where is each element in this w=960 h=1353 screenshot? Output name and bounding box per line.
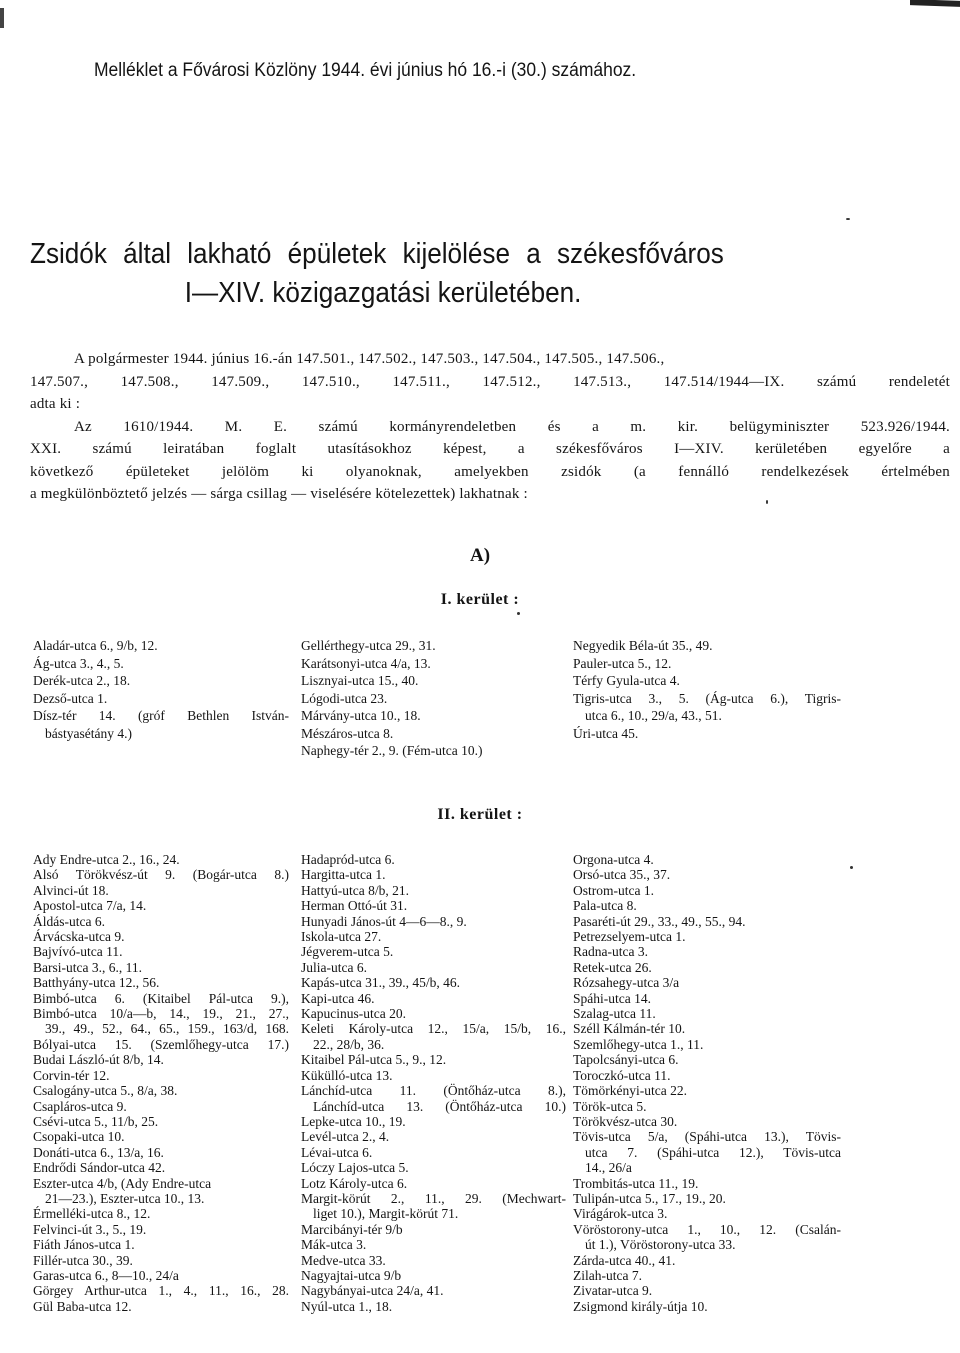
address-entry: Mák-utca 3. (301, 1237, 367, 1253)
intro-paragraph (30, 348, 950, 506)
intro-line: a megkülönböztető jelzés — sárga csillag — viselésére kötelezettek) lakhatnak : (30, 486, 528, 502)
address-entry: liget 10.), Margit-körút 71. (313, 1206, 459, 1222)
address-entry: Lánchíd-utca 11. (Öntőház-utca 8.), (301, 1083, 566, 1099)
address-entry: Aladár-utca 6., 9/b, 12. (33, 638, 158, 653)
address-entry: Iskola-utca 27. (301, 929, 382, 945)
address-entry: Radna-utca 3. (573, 944, 648, 960)
address-entry: Mészáros-utca 8. (301, 725, 394, 741)
section-letter: A) (469, 545, 491, 566)
address-entry: Batthyány-utca 12., 56. (33, 975, 160, 991)
address-entry: Lévai-utca 6. (301, 1144, 373, 1160)
address-entry: Ady Endre-utca 2., 16., 24. (33, 852, 180, 867)
address-entry: Csopaki-utca 10. (33, 1129, 125, 1145)
address-entry: Gül Baba-utca 12. (33, 1298, 132, 1314)
address-entry: Spáhi-utca 14. (573, 990, 651, 1006)
address-entry: Zilah-utca 7. (573, 1267, 642, 1283)
address-entry: Derék-utca 2., 18. (33, 673, 131, 688)
address-entry: Orsó-utca 35., 37. (573, 867, 671, 883)
address-entry: Csapláros-utca 9. (33, 1098, 127, 1114)
address-entry: Csalogány-utca 5., 8/a, 38. (33, 1083, 178, 1099)
scan-speck (517, 612, 520, 615)
address-entry: Toroczkó-utca 11. (573, 1067, 671, 1083)
address-entry: Kapucinus-utca 20. (301, 1006, 406, 1022)
address-entry: Levél-utca 2., 4. (301, 1129, 390, 1145)
address-entry: Tigris-utca 3., 5. (Ág-utca 6.), Tigris- (573, 690, 841, 706)
address-entry: Lóczy Lajos-utca 5. (301, 1160, 409, 1176)
address-entry: Árvácska-utca 9. (33, 929, 125, 945)
address-entry: Virágárok-utca 3. (573, 1206, 668, 1222)
address-entry: Úri-utca 45. (573, 725, 639, 741)
address-entry: Szalag-utca 11. (573, 1006, 656, 1022)
address-entry: Szemlőhegy-utca 1., 11. (573, 1036, 704, 1052)
intro-line: A polgármester 1944. június 16.-án 147.501., 147.502., 147.503., 147.504., 147.505., 147.506., (74, 351, 665, 367)
address-column (301, 637, 541, 760)
address-entry: Donáti-utca 6., 13/a, 16. (33, 1144, 164, 1160)
address-entry: Tömörkényi-utca 22. (573, 1083, 687, 1099)
address-entry: Jégverem-utca 5. (301, 944, 394, 960)
address-entry: Petrezselyem-utca 1. (573, 929, 686, 945)
address-entry: Ostrom-utca 1. (573, 882, 654, 898)
address-entry: Lisznyai-utca 15., 40. (301, 673, 419, 688)
address-entry: Julia-utca 6. (301, 959, 367, 975)
address-entry: bástyasétány 4.) (45, 725, 132, 741)
address-entry: Rózsahegy-utca 3/a (573, 975, 680, 991)
scan-corner-mark (910, 0, 960, 7)
title-line-2: I—XIV. közigazgatási kerületében. (184, 277, 582, 309)
address-entry: Hargitta-utca 1. (301, 867, 386, 883)
address-entry: Gellérthegy-utca 29., 31. (301, 638, 436, 653)
title-line-1: Zsidók által lakható épületek kijelölése a székesfőváros (30, 238, 724, 270)
scan-speck (766, 500, 768, 504)
address-entry: Vöröstorony-utca 1., 10., 12. (Csalán- (573, 1221, 841, 1237)
address-entry: 22., 28/b, 36. (313, 1036, 385, 1052)
address-entry: Görgey Arthur-utca 1., 4., 11., 16., 28. (33, 1283, 289, 1299)
address-entry: Nagybányai-utca 24/a, 41. (301, 1283, 444, 1299)
address-entry: Alsó Törökvész-út 9. (Bogár-utca 8.) (33, 867, 289, 883)
address-entry: Negyedik Béla-út 35., 49. (573, 638, 713, 653)
address-column (573, 637, 841, 742)
intro-line: következő épületeket jelölöm ki olyanoknak, amelyekben zsidók (a fennálló rendelkezések értelmében (30, 463, 950, 480)
address-entry: Tövis-utca 5/a, (Spáhi-utca 13.), Tövis- (573, 1129, 841, 1145)
address-entry: Érmelléki-utca 8., 12. (33, 1206, 151, 1222)
address-entry: Pala-utca 8. (573, 898, 637, 914)
address-entry: Nyúl-utca 1., 18. (301, 1298, 393, 1314)
address-column (33, 637, 289, 742)
address-entry: Csévi-utca 5., 11/b, 25. (33, 1113, 159, 1129)
document-title (30, 235, 858, 313)
address-entry: Széll Kálmán-tér 10. (573, 1021, 686, 1037)
address-entry: Kükülló-utca 13. (301, 1067, 393, 1083)
address-entry: Karátsonyi-utca 4/a, 13. (301, 655, 431, 671)
address-entry: 14., 26/a (585, 1160, 632, 1176)
intro-line: 147.507., 147.508., 147.509., 147.510., 147.511., 147.512., 147.513., 147.514/1944—IX. számú rendeletét (30, 373, 950, 390)
scan-edge-mark (0, 8, 4, 28)
address-entry: Kapás-utca 31., 39., 45/b, 46. (301, 975, 460, 991)
address-entry: Törökvész-utca 30. (573, 1113, 678, 1129)
address-entry: Felvinci-út 3., 5., 19. (33, 1221, 147, 1237)
address-entry: Lotz Károly-utca 6. (301, 1175, 408, 1191)
address-entry: Bimbó-utca 6. (Kitaibel Pál-utca 9.), (33, 990, 289, 1006)
address-column (573, 852, 841, 1314)
address-entry: Nagyajtai-utca 9/b (301, 1267, 402, 1283)
address-entry: Dísz-tér 14. (gróf Bethlen István- (33, 708, 289, 723)
address-entry: Zsigmond király-útja 10. (573, 1298, 708, 1314)
address-entry: Bajvívó-utca 11. (33, 944, 123, 960)
address-column (33, 852, 289, 1314)
address-entry: Márvány-utca 10., 18. (301, 708, 421, 723)
address-entry: Dezső-utca 1. (33, 690, 108, 706)
address-entry: Margit-körút 2., 11., 29. (Mechwart- (301, 1190, 566, 1206)
intro-line: Az 1610/1944. M. E. számú kormányrendeletben és a m. kir. belügyminiszter 523.926/1944. (74, 418, 950, 435)
address-entry: Kapi-utca 46. (301, 990, 375, 1006)
address-entry: Tulipán-utca 5., 17., 19., 20. (573, 1190, 726, 1206)
address-column (301, 852, 566, 1314)
address-entry: Budai László-út 8/b, 14. (33, 1052, 164, 1068)
address-entry: Hunyadi János-út 4—6—8., 9. (301, 913, 467, 929)
address-entry: Medve-utca 33. (301, 1252, 386, 1268)
address-entry: Garas-utca 6., 8—10., 24/a (33, 1267, 179, 1283)
district-title: I. kerület : (440, 591, 520, 608)
address-entry: Corvin-tér 12. (33, 1067, 110, 1083)
address-entry: Hadapród-utca 6. (301, 852, 395, 867)
address-entry: Fillér-utca 30., 39. (33, 1252, 133, 1268)
address-entry: Retek-utca 26. (573, 959, 652, 975)
address-entry: Alvinci-út 18. (33, 882, 109, 898)
address-entry: Fiáth János-utca 1. (33, 1237, 135, 1253)
scan-speck (850, 866, 853, 869)
address-entry: utca 7. (Spáhi-utca 12.), Tövis-utca (585, 1144, 841, 1160)
address-entry: Lánchíd-utca 13. (Öntőház-utca 10.) (313, 1098, 566, 1114)
address-entry: Bimbó-utca 10/a—b, 14., 19., 21., 27., (33, 1006, 289, 1022)
address-entry: Keleti Károly-utca 12., 15/a, 15/b, 16., (301, 1021, 566, 1037)
address-entry: út 1.), Vöröstorony-utca 33. (585, 1237, 736, 1253)
address-entry: Pauler-utca 5., 12. (573, 655, 672, 671)
address-entry: Naphegy-tér 2., 9. (Fém-utca 10.) (301, 743, 483, 758)
address-entry: Lógodi-utca 23. (301, 690, 388, 706)
address-entry: Török-utca 5. (573, 1098, 647, 1114)
address-entry: Pasaréti-út 29., 33., 49., 55., 94. (573, 913, 746, 929)
address-entry: Tapolcsányi-utca 6. (573, 1052, 679, 1068)
intro-line: XXI. számú leiratában foglalt utasításokhoz képest, a székesfőváros I—XIV. kerületében egyelőre a (30, 441, 950, 457)
address-entry: Endrődi Sándor-utca 42. (33, 1160, 166, 1176)
address-entry: Kitaibel Pál-utca 5., 9., 12. (301, 1052, 447, 1068)
address-entry: Trombitás-utca 11., 19. (573, 1175, 699, 1191)
address-entry: Zivatar-utca 9. (573, 1283, 653, 1299)
address-entry: Apostol-utca 7/a, 14. (33, 898, 147, 914)
address-entry: Herman Ottó-út 31. (301, 898, 408, 914)
address-entry: Orgona-utca 4. (573, 852, 654, 867)
district-title: II. kerület : (437, 806, 523, 823)
intro-line: adta ki : (30, 396, 81, 412)
address-entry: Hattyú-utca 8/b, 21. (301, 882, 409, 898)
address-entry: Ág-utca 3., 4., 5. (33, 655, 124, 671)
address-entry: Marcibányi-tér 9/b (301, 1221, 403, 1237)
address-entry: 21—23.), Eszter-utca 10., 13. (45, 1190, 205, 1206)
address-entry: Zárda-utca 40., 41. (573, 1252, 676, 1268)
address-entry: utca 6., 10., 29/a, 43., 51. (585, 708, 722, 723)
address-entry: 39., 49., 52., 64., 65., 159., 163/d, 168. (45, 1021, 289, 1037)
address-entry: Barsi-utca 3., 6., 11. (33, 959, 142, 975)
supplement-header: Melléklet a Fővárosi Közlöny 1944. évi június hó 16.-i (30.) számához. (94, 60, 637, 81)
scan-speck (846, 218, 850, 220)
address-entry: Bólyai-utca 15. (Szemlőhegy-utca 17.) (33, 1036, 289, 1052)
address-entry: Eszter-utca 4/b, (Ady Endre-utca (33, 1175, 212, 1191)
address-entry: Áldás-utca 6. (33, 913, 105, 929)
address-entry: Lepke-utca 10., 19. (301, 1113, 406, 1129)
address-entry: Térfy Gyula-utca 4. (573, 673, 680, 688)
